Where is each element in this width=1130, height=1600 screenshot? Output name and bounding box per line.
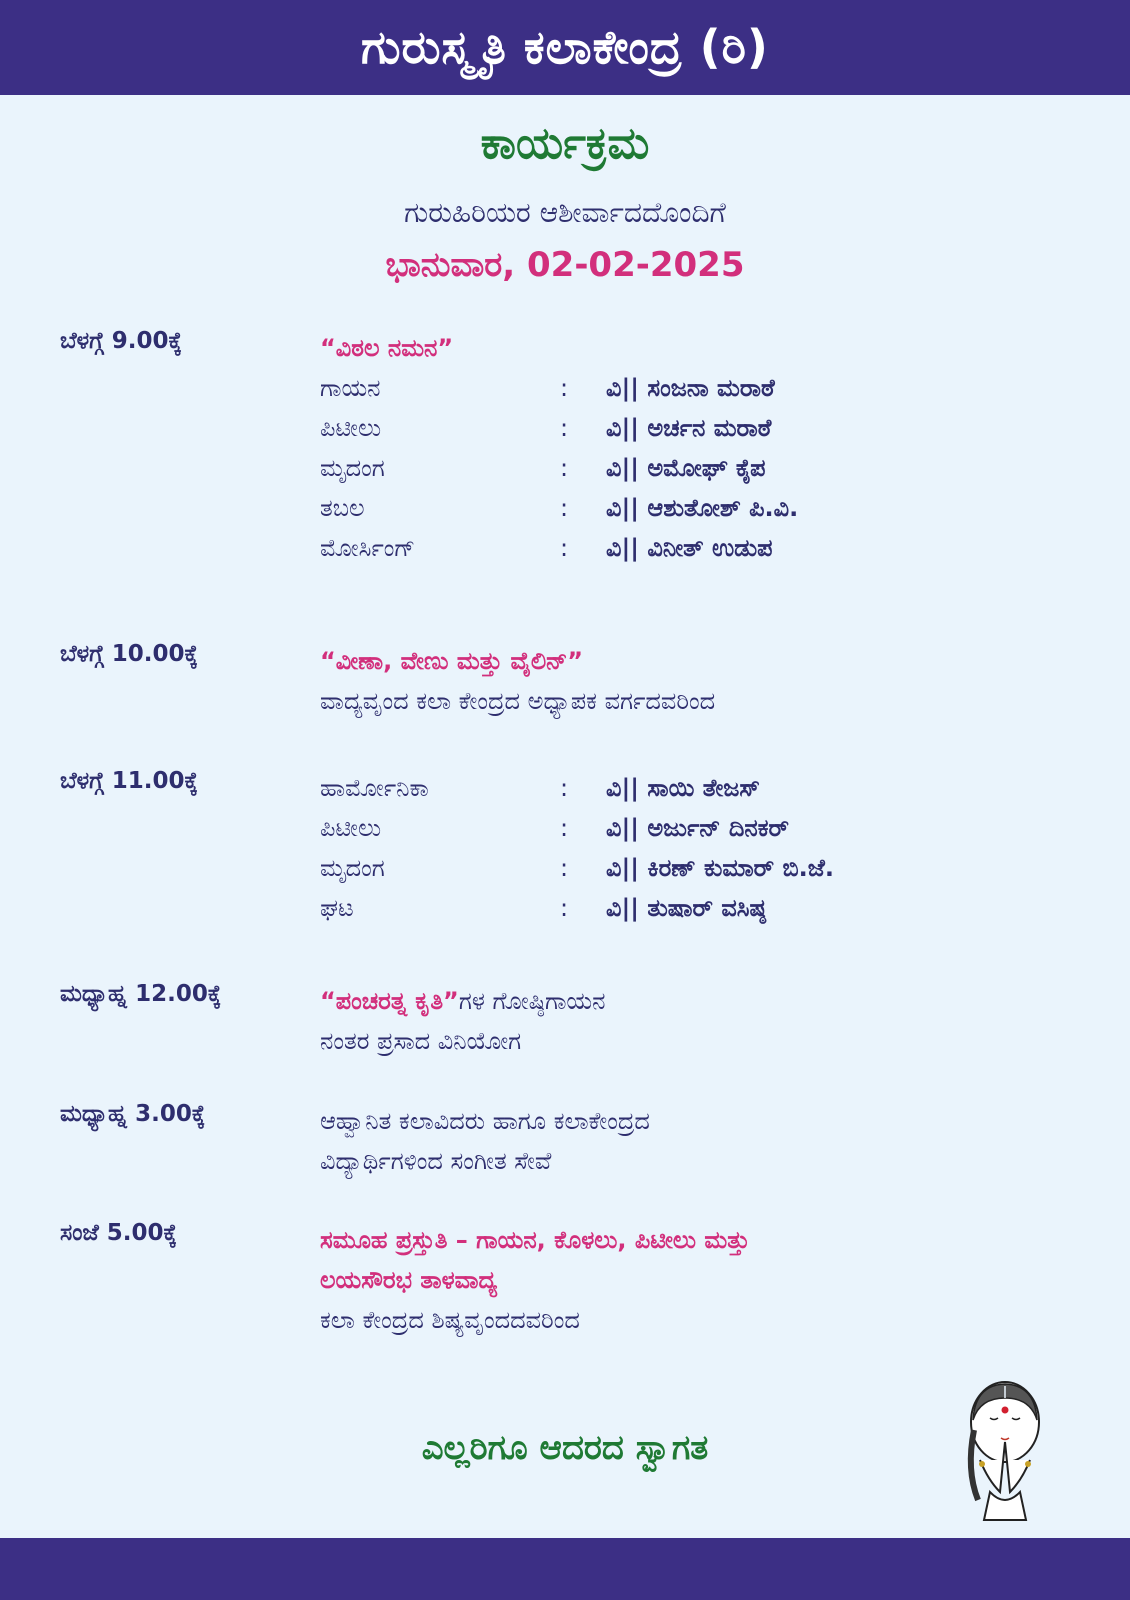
slot-title: “ಪಂಚರತ್ನ ಕೃತಿ” xyxy=(320,987,459,1015)
performer-row xyxy=(320,408,1040,448)
namaste-figure-icon xyxy=(960,1380,1050,1530)
slot-description: ಕಲಾ ಕೇಂದ್ರದ ಶಿಷ್ಯವೃಂದದವರಿಂದ xyxy=(320,1306,580,1334)
performer-name: ವಿ|| ಅರ್ಜುನ್ ದಿನಕರ್ xyxy=(606,814,789,842)
performer-name: ವಿ|| ವಿನೀತ್ ಉಡುಪ xyxy=(606,534,773,562)
slot-description: ನಂತರ ಪ್ರಸಾದ ವಿನಿಯೋಗ xyxy=(320,1027,522,1055)
performer-name: ವಿ|| ಕಿರಣ್ ಕುಮಾರ್ ಬಿ.ಜೆ. xyxy=(606,854,834,882)
footer-band xyxy=(0,1538,1130,1600)
performer-role: ಘಟ xyxy=(320,894,354,922)
performer-role: ಮೃದಂಗ xyxy=(320,454,385,482)
separator: : xyxy=(560,494,569,522)
performer-role: ಪಿಟೀಲು xyxy=(320,814,382,842)
performer-row xyxy=(320,768,1040,808)
performer-row xyxy=(320,888,1040,928)
separator: : xyxy=(560,454,569,482)
performer-name: ವಿ|| ತುಷಾರ್ ವಸಿಷ್ಠ xyxy=(606,894,766,922)
slot-title-line xyxy=(320,981,1040,1021)
performer-name: ವಿ|| ಸಾಯಿ ತೇಜಸ್ xyxy=(606,774,760,802)
performer-row xyxy=(320,808,1040,848)
slot-description: ಆಹ್ವಾನಿತ ಕಲಾವಿದರು ಹಾಗೂ ಕಲಾಕೇಂದ್ರದ xyxy=(320,1107,650,1135)
performer-row xyxy=(320,488,1040,528)
separator: : xyxy=(560,854,569,882)
slot-title-suffix: ಗಳ ಗೋಷ್ಠಿಗಾಯನ xyxy=(458,987,606,1015)
separator: : xyxy=(560,534,569,562)
organization-title: ಗುರುಸ್ಮೃತಿ ಕಲಾಕೇಂದ್ರ (ರಿ) xyxy=(361,19,769,74)
performer-name: ವಿ|| ಅರ್ಚನ ಮರಾಠೆ xyxy=(606,414,772,442)
performer-row xyxy=(320,528,1040,568)
slot-time: ಬೆಳಗ್ಗೆ 11.00ಕ್ಕೆ xyxy=(60,768,199,794)
slot-time: ಬೆಳಗ್ಗೆ 10.00ಕ್ಕೆ xyxy=(60,641,199,667)
program-heading: ಕಾರ್ಯಕ್ರಮ xyxy=(480,118,650,169)
performer-role: ತಬಲ xyxy=(320,494,365,522)
performer-row xyxy=(320,448,1040,488)
slot-title: ಸಮೂಹ ಪ್ರಸ್ತುತಿ – ಗಾಯನ, ಕೊಳಲು, ಪಿಟೀಲು ಮತ್ತು xyxy=(320,1226,750,1254)
performer-role: ಪಿಟೀಲು xyxy=(320,414,382,442)
separator: : xyxy=(560,774,569,802)
slot-description: ವಾದ್ಯವೃಂದ ಕಲಾ ಕೇಂದ್ರದ ಅಧ್ಯಾಪಕ ವರ್ಗದವರಿಂದ xyxy=(320,687,716,715)
performer-role: ಮೋರ್ಸಿಂಗ್ xyxy=(320,534,416,562)
header-band xyxy=(0,0,1130,95)
slot-title-2: ಲಯಸೌರಭ ತಾಳವಾದ್ಯ xyxy=(320,1266,498,1294)
performer-name: ವಿ|| ಅಮೋಘ್ ಕೈಪ xyxy=(606,454,766,482)
slot-title: “ವಿಠಲ ನಮನ” xyxy=(320,334,454,362)
separator: : xyxy=(560,414,569,442)
performer-name: ವಿ|| ಸಂಜನಾ ಮರಾಠೆ xyxy=(606,374,775,402)
performer-name: ವಿ|| ಆಶುತೋಶ್ ಪಿ.ವಿ. xyxy=(606,494,799,522)
slot-time: ಸಂಜೆ 5.00ಕ್ಕೆ xyxy=(60,1220,177,1246)
event-date: ಭಾನುವಾರ, 02-02-2025 xyxy=(385,245,745,285)
performer-row xyxy=(320,848,1040,888)
welcome-message: ಎಲ್ಲರಿಗೂ ಆದರದ ಸ್ವಾಗತ xyxy=(421,1428,709,1468)
slot-description-2: ವಿದ್ಯಾರ್ಥಿಗಳಿಂದ ಸಂಗೀತ ಸೇವೆ xyxy=(320,1147,552,1175)
slot-title: “ವೀಣಾ, ವೇಣು ಮತ್ತು ವೈಲಿನ್” xyxy=(320,647,584,675)
blessing-line: ಗುರುಹಿರಿಯರ ಆಶೀರ್ವಾದದೊಂದಿಗೆ xyxy=(404,196,726,229)
separator: : xyxy=(560,894,569,922)
performer-row xyxy=(320,368,1040,408)
performer-role: ಹಾರ್ಮೋನಿಕಾ xyxy=(320,774,429,802)
slot-time: ಮಧ್ಯಾಹ್ನ 3.00ಕ್ಕೆ xyxy=(60,1101,206,1127)
performer-role: ಗಾಯನ xyxy=(320,374,381,402)
performer-role: ಮೃದಂಗ xyxy=(320,854,385,882)
separator: : xyxy=(560,374,569,402)
slot-time: ಮಧ್ಯಾಹ್ನ 12.00ಕ್ಕೆ xyxy=(60,981,222,1007)
separator: : xyxy=(560,814,569,842)
slot-time: ಬೆಳಗ್ಗೆ 9.00ಕ್ಕೆ xyxy=(60,328,183,354)
